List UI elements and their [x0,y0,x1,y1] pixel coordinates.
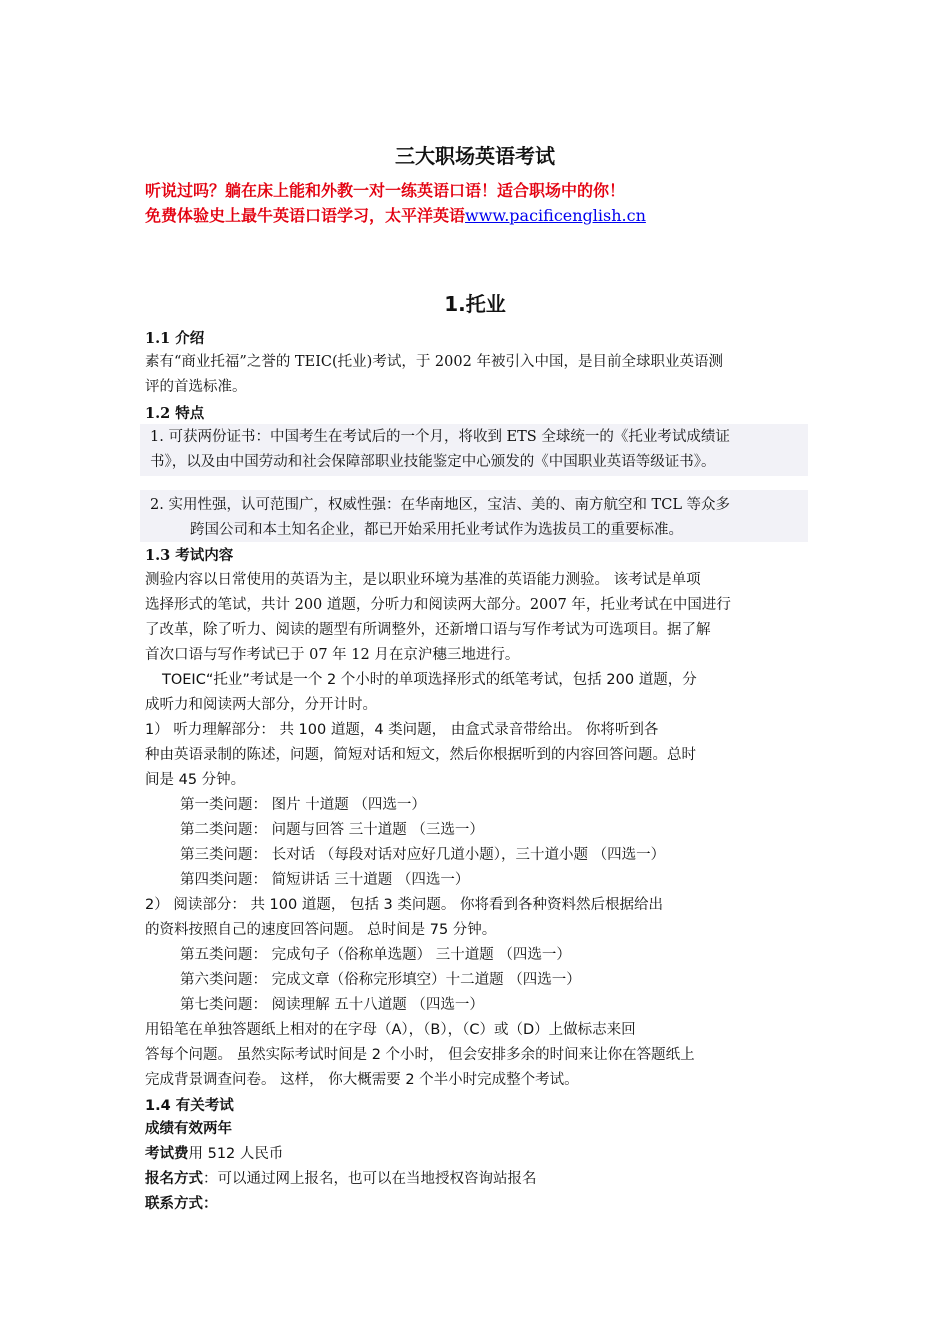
promo-link[interactable]: www.pacificenglish.cn [465,206,646,225]
promo-line-2 [145,203,646,226]
heading-1-3: 1.3 考试内容 [145,547,234,564]
content-line-12: 用铅笔在单独答题纸上相对的在字母（A），（B），（C）或（D）上做标志来回 [145,1022,636,1038]
contact-label: 联系方式： [145,1196,218,1212]
signup-label: 报名方式 [145,1171,203,1187]
heading-1-4: 1.4 有关考试 [145,1098,234,1114]
question-type-4: 第四类问题： 简短讲话 三十道题 （四选一） [180,872,470,888]
fee-label: 考试费 [145,1146,189,1162]
content-line-10: 2） 阅读部分： 共 100 道题， 包括 3 类问题。 你将看到各种资料然后根据给出 [145,897,663,913]
fee-line [145,1142,283,1166]
question-type-1: 第一类问题： 图片 十道题 （四选一） [180,797,426,813]
feature-1-line-1: 1. 可获两份证书：中国考生在考试后的一个月，将收到 ETS 全球统一的《托业考试成绩证 [150,429,730,445]
question-type-2: 第二类问题： 问题与回答 三十道题 （三选一） [180,822,484,838]
signup-line [145,1167,537,1191]
question-type-3: 第三类问题： 长对话 （每段对话对应好几道小题），三十道小题 （四选一） [180,847,666,863]
promo-line-1: 听说过吗？躺在床上能和外教一对一练英语口语！适合职场中的你！ [145,181,626,200]
content-line-7: 1） 听力理解部分： 共 100 道题，4 类问题， 由盒式录音带给出。 你将听到各 [145,722,659,738]
content-line-13: 答每个问题。 虽然实际考试时间是 2 个小时， 但会安排多余的时间来让你在答题纸上 [145,1047,695,1063]
content-line-8: 种由英语录制的陈述，问题，简短对话和短文，然后你根据听到的内容回答问题。总时 [145,747,696,763]
intro-line-2: 评的首选标准。 [145,379,247,395]
document-title: 三大职场英语考试 [395,144,555,168]
feature-2-line-2: 跨国公司和本土知名企业，都已开始采用托业考试作为选拔员工的重要标准。 [190,522,683,538]
fee-text: 用 512 人民币 [188,1146,284,1162]
section-title: 1.托业 [444,292,506,316]
heading-1-2: 1.2 特点 [145,405,205,422]
content-line-6: 成听力和阅读两大部分，分开计时。 [145,697,377,713]
content-line-4: 首次口语与写作考试已于 07 年 12 月在京沪穗三地进行。 [145,647,520,663]
promo-text: 免费体验史上最牛英语口语学习，太平洋英语 [145,206,466,225]
content-line-14: 完成背景调查问卷。 这样， 你大概需要 2 个半小时完成整个考试。 [145,1072,579,1088]
feature-2-line-1: 2. 实用性强，认可范围广，权威性强：在华南地区，宝洁、美的、南方航空和 TCL 等众多 [150,497,731,513]
content-line-2: 选择形式的笔试，共计 200 道题，分听力和阅读两大部分。2007 年，托业考试在中国进行 [145,597,731,613]
feature-1-line-2: 书》，以及由中国劳动和社会保障部职业技能鉴定中心颁发的《中国职业英语等级证书》。 [150,454,716,470]
question-type-7: 第七类问题： 阅读理解 五十八道题 （四选一） [180,997,484,1013]
validity-line: 成绩有效两年 [145,1121,232,1137]
signup-text: ：可以通过网上报名，也可以在当地授权咨询站报名 [203,1171,537,1187]
intro-line-1: 素有“商业托福”之誉的 TEIC(托业)考试，于 2002 年被引入中国，是目前全球职业英语测 [145,354,723,370]
content-line-9: 间是 45 分钟。 [145,772,246,788]
question-type-5: 第五类问题： 完成句子（俗称单选题） 三十道题 （四选一） [180,947,571,963]
heading-1-1: 1.1 介绍 [145,330,205,347]
content-line-1: 测验内容以日常使用的英语为主，是以职业环境为基准的英语能力测验。 该考试是单项 [145,572,701,588]
content-line-5: TOEIC“托业”考试是一个 2 个小时的单项选择形式的纸笔考试，包括 200 道题，分 [162,672,697,688]
content-line-3: 了改革，除了听力、阅读的题型有所调整外，还新增口语与写作考试为可选项目。据了解 [145,622,711,638]
content-line-11: 的资料按照自己的速度回答问题。 总时间是 75 分钟。 [145,922,497,938]
question-type-6: 第六类问题： 完成文章（俗称完形填空）十二道题 （四选一） [180,972,581,988]
